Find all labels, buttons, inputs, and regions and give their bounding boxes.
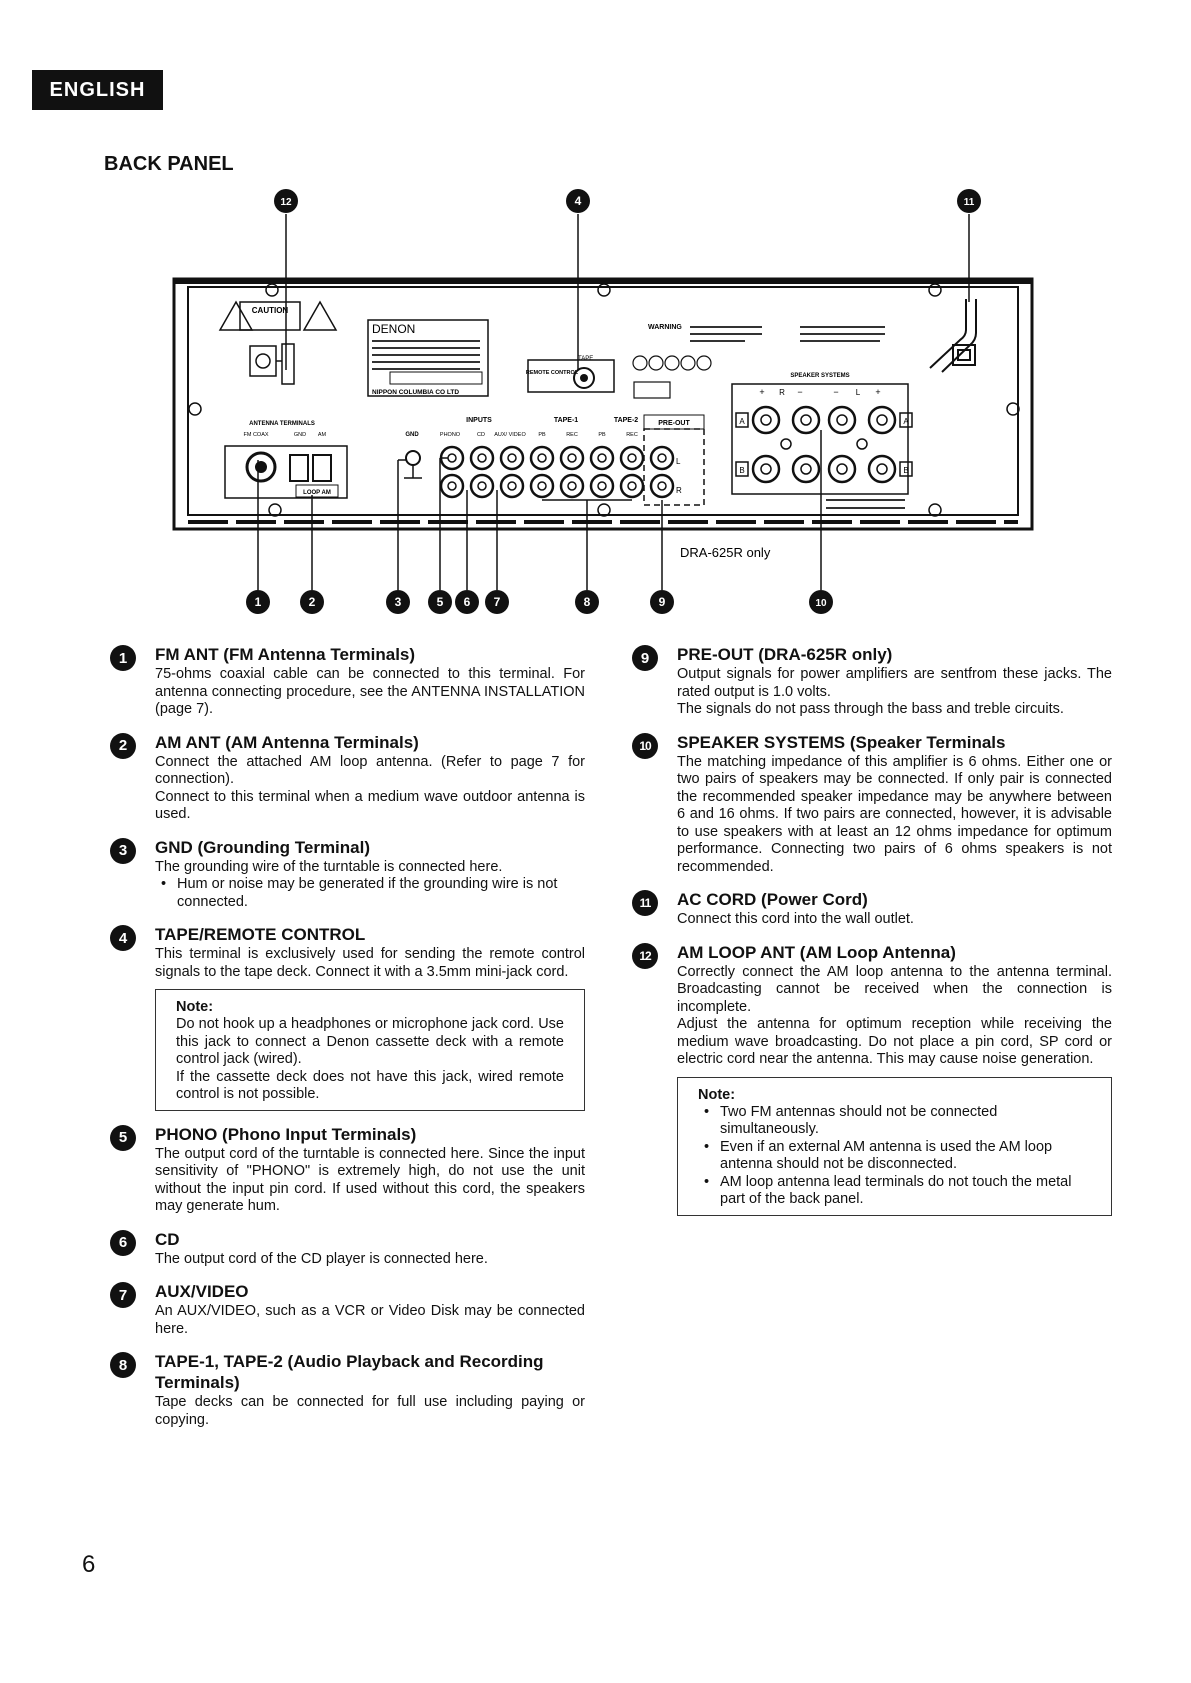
number-badge: 3 — [110, 838, 136, 864]
note-bullet-list — [698, 1104, 1091, 1209]
svg-text:AM: AM — [317, 432, 327, 438]
item-paragraph: The grounding wire of the turntable is connected here. — [155, 858, 503, 875]
remote-box — [525, 360, 614, 392]
description-item — [110, 1351, 585, 1429]
callout-5 — [428, 590, 452, 614]
cert-marks — [633, 356, 711, 398]
warning-text: WARNING — [648, 324, 682, 331]
callout-7 — [485, 590, 509, 614]
svg-text:REC: REC — [566, 432, 578, 438]
description-item — [110, 1281, 585, 1338]
description-item — [110, 924, 585, 1111]
svg-text:1: 1 — [254, 595, 262, 609]
item-title: PRE-OUT (DRA-625R only) — [677, 645, 893, 664]
item-paragraph: Adjust the antenna for optimum reception while receiving the medium wave broadcasting. Do not place a pin cord, SP cord or electric cord near the antenna. This may cause noise generation. — [677, 1016, 1112, 1067]
language-tab: ENGLISH — [32, 70, 163, 110]
page-heading: BACK PANEL — [104, 153, 234, 175]
gnd-post — [406, 451, 420, 465]
note-title: Note: — [698, 1086, 736, 1103]
svg-text:GND: GND — [293, 432, 307, 438]
svg-text:PHONO: PHONO — [439, 432, 461, 438]
description-item — [110, 644, 585, 719]
note-title: Note: — [176, 999, 214, 1015]
svg-text:R: R — [676, 486, 682, 495]
item-title: AM ANT (AM Antenna Terminals) — [155, 732, 419, 752]
svg-text:CD: CD — [477, 432, 485, 438]
svg-text:R: R — [779, 388, 785, 397]
item-paragraph: The signals do not pass through the bass and treble circuits. — [677, 701, 1064, 717]
item-paragraph: The matching impedance of this amplifier is 6 ohms. Either one or two pairs of speakers may be connected. If only pair is connected the recommended speaker impedance may be anywhere between 6 and 16 ohms. If two pairs are connected, however, it is advisable to use speakers with at least an 12 ohms impedance for optimum performance. Connecting two pairs of 6 ohms speakers is not recommended. — [677, 753, 1112, 875]
callout-2 — [300, 590, 324, 614]
svg-text:AUX/ VIDEO: AUX/ VIDEO — [494, 432, 526, 438]
gnd-terminal — [290, 455, 308, 481]
right-column — [632, 644, 1112, 1229]
svg-text:+: + — [759, 387, 765, 397]
note-bullet-item: • Even if an external AM antenna is used the AM loop antenna should not be disconnected. — [698, 1139, 1091, 1174]
svg-text:A: A — [903, 417, 909, 426]
number-badge: 8 — [110, 1352, 136, 1378]
item-title: PHONO (Phono Input Terminals) — [155, 1124, 417, 1144]
svg-text:−: − — [833, 387, 839, 397]
note-box — [155, 989, 585, 1111]
am-loop-holder — [250, 344, 294, 384]
svg-text:−: − — [797, 387, 803, 397]
caution-text: CAUTION — [251, 306, 289, 315]
number-badge: 11 — [632, 890, 658, 916]
callout-11 — [957, 189, 981, 213]
item-title: FM ANT (FM Antenna Terminals) — [155, 645, 416, 664]
svg-text:B: B — [739, 466, 745, 475]
rating-lines — [372, 341, 480, 369]
svg-text:5: 5 — [436, 595, 444, 609]
note-box — [677, 1077, 1112, 1216]
number-badge: 12 — [632, 943, 658, 969]
description-item — [632, 644, 1112, 719]
item-title: TAPE/REMOTE CONTROL — [155, 925, 366, 944]
number-badge: 10 — [632, 733, 658, 759]
item-title: TAPE-1, TAPE-2 (Audio Playback and Recording Terminals) — [155, 1352, 544, 1392]
note-bullet-item: • Two FM antennas should not be connected simultaneously. — [698, 1104, 1091, 1139]
description-item — [110, 837, 585, 912]
item-title: AM LOOP ANT (AM Loop Antenna) — [677, 942, 956, 962]
svg-text:8: 8 — [583, 595, 591, 609]
item-paragraph: Correctly connect the AM loop antenna to the antenna terminal. Broadcasting cannot be received when the connection is incomplete. — [677, 963, 1112, 1015]
item-paragraph: An AUX/VIDEO, such as a VCR or Video Disk may be connected here. — [155, 1303, 585, 1337]
speaker-block — [732, 384, 908, 494]
antenna-terminals-text: ANTENNA TERMINALS — [249, 421, 315, 427]
note-paragraph: If the cassette deck does not have this jack, wired remote control is not possible. — [176, 1068, 564, 1102]
inputs-text: INPUTS — [466, 417, 492, 424]
svg-text:10: 10 — [815, 598, 827, 609]
svg-text:11: 11 — [963, 197, 975, 208]
number-badge: 4 — [110, 925, 136, 951]
callout-12 — [274, 189, 298, 213]
loop-am-text: LOOP AM — [303, 490, 331, 496]
item-title: CD — [155, 1229, 180, 1249]
back-panel-diagram — [0, 0, 1191, 640]
number-badge: 7 — [110, 1282, 136, 1308]
gnd-text: GND — [405, 432, 419, 438]
ac-cord — [930, 299, 976, 372]
description-item — [632, 732, 1112, 877]
number-badge: 6 — [110, 1230, 136, 1256]
item-paragraph: Connect this cord into the wall outlet. — [677, 911, 914, 927]
svg-text:4: 4 — [574, 194, 582, 208]
bullet-item: • Hum or noise may be generated if the grounding wire is not connected. — [155, 876, 585, 911]
preout-text: PRE-OUT — [658, 420, 690, 427]
svg-text:B: B — [903, 466, 909, 475]
description-item — [110, 1229, 585, 1269]
svg-text:A: A — [739, 417, 745, 426]
number-badge: 5 — [110, 1125, 136, 1151]
item-paragraph: The output cord of the CD player is connected here. — [155, 1250, 488, 1267]
item-paragraph: This terminal is exclusively used for sending the remote control signals to the tape deck. Connect it with a 3.5mm mini-jack cord. — [155, 946, 585, 980]
remote-text: REMOTE CONTROL — [525, 370, 579, 376]
number-badge: 1 — [110, 645, 136, 671]
item-paragraph: Tape decks can be connected for full use including paying or copying. — [155, 1394, 585, 1428]
callout-leaders — [258, 214, 969, 590]
description-item — [110, 732, 585, 824]
description-item — [632, 942, 1112, 1216]
svg-text:2: 2 — [308, 595, 316, 609]
svg-text:PB: PB — [598, 432, 606, 438]
page-number: 6 — [82, 1551, 96, 1578]
callout-3 — [386, 590, 410, 614]
note-bullet-item: • AM loop antenna lead terminals do not touch the metal part of the back panel. — [698, 1174, 1091, 1209]
bullet-list — [155, 876, 585, 911]
number-badge: 9 — [632, 645, 658, 671]
tape1-text: TAPE-1 — [553, 417, 579, 424]
rca-jacks — [441, 447, 673, 497]
svg-text:L: L — [676, 457, 681, 466]
svg-text:7: 7 — [493, 595, 501, 609]
speaker-posts — [736, 407, 912, 482]
maker-text: NIPPON COLUMBIA CO LTD — [372, 389, 460, 396]
svg-text:+: + — [875, 387, 881, 397]
description-item — [632, 889, 1112, 929]
svg-text:3: 3 — [394, 595, 402, 609]
item-paragraph: Output signals for power amplifiers are sentfrom these jacks. The rated output is 1.0 volts. — [677, 666, 1112, 700]
am-terminal — [313, 455, 331, 481]
left-column — [110, 644, 585, 1442]
item-paragraph: The output cord of the turntable is connected here. Since the input sensitivity of "PHONO" is extremely high, do not use the unit without the input pin cord. If used without this cord, the speakers may generate hum. — [155, 1145, 585, 1214]
item-title: AC CORD (Power Cord) — [677, 890, 868, 909]
svg-text:PB: PB — [538, 432, 546, 438]
item-paragraph: Connect the attached AM loop antenna. (Refer to page 7 for connection). — [155, 753, 585, 787]
item-title: SPEAKER SYSTEMS (Speaker Terminals — [677, 732, 1006, 752]
svg-text:12: 12 — [280, 197, 292, 208]
callout-6 — [455, 590, 479, 614]
svg-text:9: 9 — [658, 595, 666, 609]
description-item — [110, 1124, 585, 1216]
item-paragraph: Connect to this terminal when a medium wave outdoor antenna is used. — [155, 788, 585, 822]
callout-10 — [809, 590, 833, 614]
svg-text:FM COAX: FM COAX — [243, 432, 269, 438]
tape-jack-text: TAPE — [578, 356, 594, 362]
tape2-text: TAPE-2 — [613, 417, 639, 424]
callout-4 — [566, 189, 590, 213]
item-title: AUX/VIDEO — [155, 1282, 249, 1301]
note-paragraph: Do not hook up a headphones or microphone jack cord. Use this jack to connect a Denon cassette deck with a remote control jack (wired). — [176, 1016, 564, 1067]
callout-9 — [650, 590, 674, 614]
item-paragraph: 75-ohms coaxial cable can be connected to this terminal. For antenna connecting procedure, see the ANTENNA INSTALLATION (page 7). — [155, 666, 585, 717]
svg-text:6: 6 — [463, 595, 471, 609]
callout-8 — [575, 590, 599, 614]
callout-1 — [246, 590, 270, 614]
model-note: DRA-625R only — [680, 545, 771, 560]
speaker-systems-text: SPEAKER SYSTEMS — [790, 373, 850, 379]
number-badge: 2 — [110, 733, 136, 759]
svg-text:L: L — [855, 388, 861, 397]
brand-text: DENON — [372, 322, 416, 336]
svg-text:REC: REC — [626, 432, 638, 438]
item-title: GND (Grounding Terminal) — [155, 837, 371, 857]
